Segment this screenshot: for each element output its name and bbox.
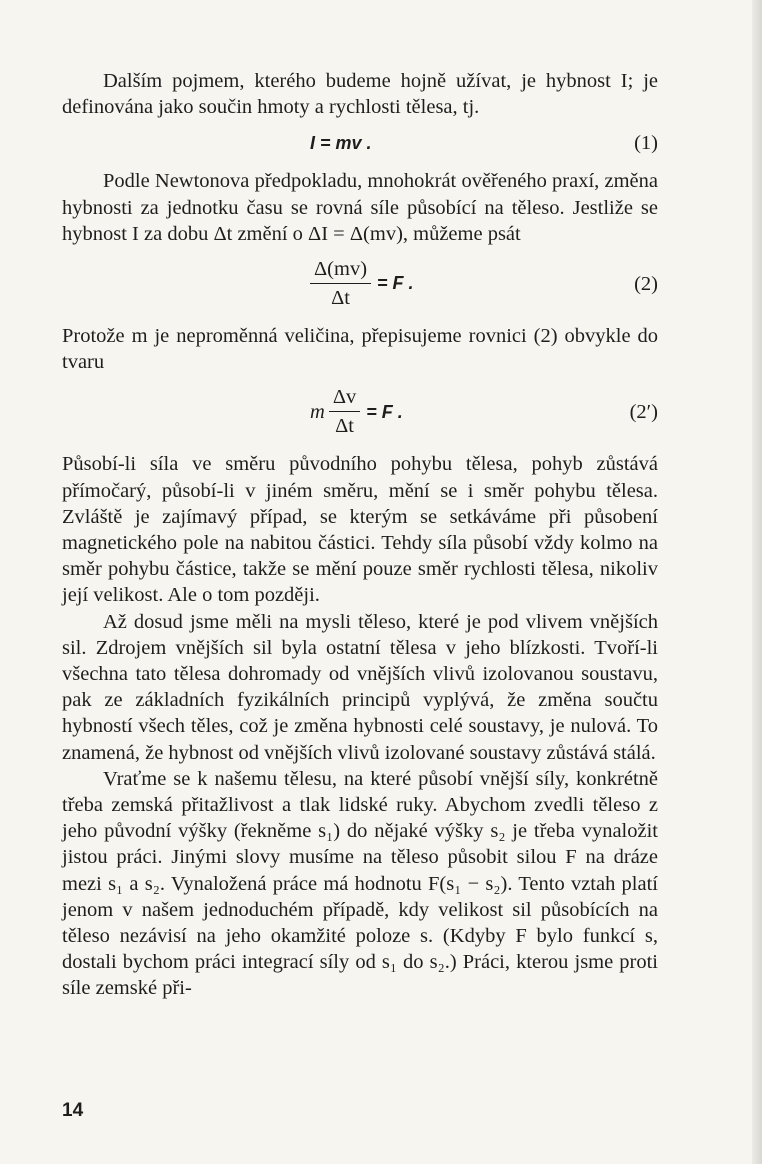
paragraph-4: Působí-li síla ve směru původního pohybu tělesa, pohyb zůstává přímočarý, působí-li v jiném směru, mění se i směr pohybu tělesa. Zvláště je zajímavý případ, se kterým se setkáváme při působení magnetického pole na nabitou částici. Tehdy síla působí vždy kolmo na směr pohybu částice, takže se mění pouze směr rychlosti tělesa, nikoliv její velikost. Ale o tom později. — [62, 453, 658, 607]
body-text — [62, 68, 658, 1002]
equation-3-expression — [310, 385, 403, 438]
equation-2-numerator: Δ(mv) — [310, 257, 371, 284]
equation-3-rhs: = F . — [366, 401, 403, 422]
page-number: 14 — [62, 1100, 84, 1121]
equation-2-fraction — [310, 257, 371, 310]
equation-1-expression: I = mv . — [310, 133, 372, 154]
equation-2-denominator: Δt — [331, 287, 350, 310]
paragraph-6: Vraťme se k našemu tělesu, na které působí vnější síly, konkrétně třeba zemská přitažlivost a tlak lidské ruky. Abychom zvedli těleso z jeho původní výšky (řekněme s₁) do nějaké výšky s₂ je třeba vynaložit jistou práci. Jinými slovy musíme na těleso působit silou F na dráze mezi s₁ a s₂. Vynaložená práce má hodnotu F(s₁ − s₂). Tento vztah platí jenom v našem jednoduchém případě, kdy velikost sil působících na těleso nezávisí na jeho okamžité poloze s. (Kdyby F bylo funkcí s, dostali bychom práci integrací síly od s₁ do s₂.) Práci, kterou jsme proti síle zemské při- — [62, 767, 658, 1000]
equation-2-number: (2) — [634, 273, 658, 296]
equation-3-number: (2′) — [629, 401, 658, 424]
equation-2-rhs: = F . — [377, 273, 414, 294]
equation-3 — [62, 383, 658, 441]
paragraph-1: Dalším pojmem, kterého budeme hojně užívat, je hybnost I; je definována jako součin hmoty a rychlosti tělesa, tj. — [62, 70, 658, 119]
equation-1-number: (1) — [634, 132, 658, 155]
equation-1 — [62, 126, 658, 160]
equation-3-denominator: Δt — [335, 415, 354, 438]
equation-3-prefix: m — [310, 400, 325, 423]
paragraph-2: Podle Newtonova předpokladu, mnohokrát ověřeného praxí, změna hybnosti za jednotku času se rovná síle působící na těleso. Jestliže se hybnost I za dobu Δt změní o ΔI = Δ(mv), můžeme psát — [62, 170, 658, 245]
page-edge — [752, 0, 762, 1164]
equation-2 — [62, 255, 658, 313]
equation-2-expression — [310, 257, 414, 310]
paragraph-5: Až dosud jsme měli na mysli těleso, které je pod vlivem vnějších sil. Zdrojem vnějších sil byla ostatní tělesa v jeho blízkosti. Tvoří-li všechna tato tělesa dohromady od vnějších vlivů izolovanou soustavu, pak ze základních fyzikálních principů vyplývá, že změna součtu hybností všech těles, což je změna hybnosti celé soustavy, je nulová. To znamená, že hybnost od vnějších vlivů izolované soustavy zůstává stálá. — [62, 610, 658, 764]
paragraph-3: Protože m je neproměnná veličina, přepisujeme rovnici (2) obvykle do tvaru — [62, 325, 658, 374]
equation-3-numerator: Δv — [329, 385, 360, 412]
equation-3-fraction — [329, 385, 360, 438]
